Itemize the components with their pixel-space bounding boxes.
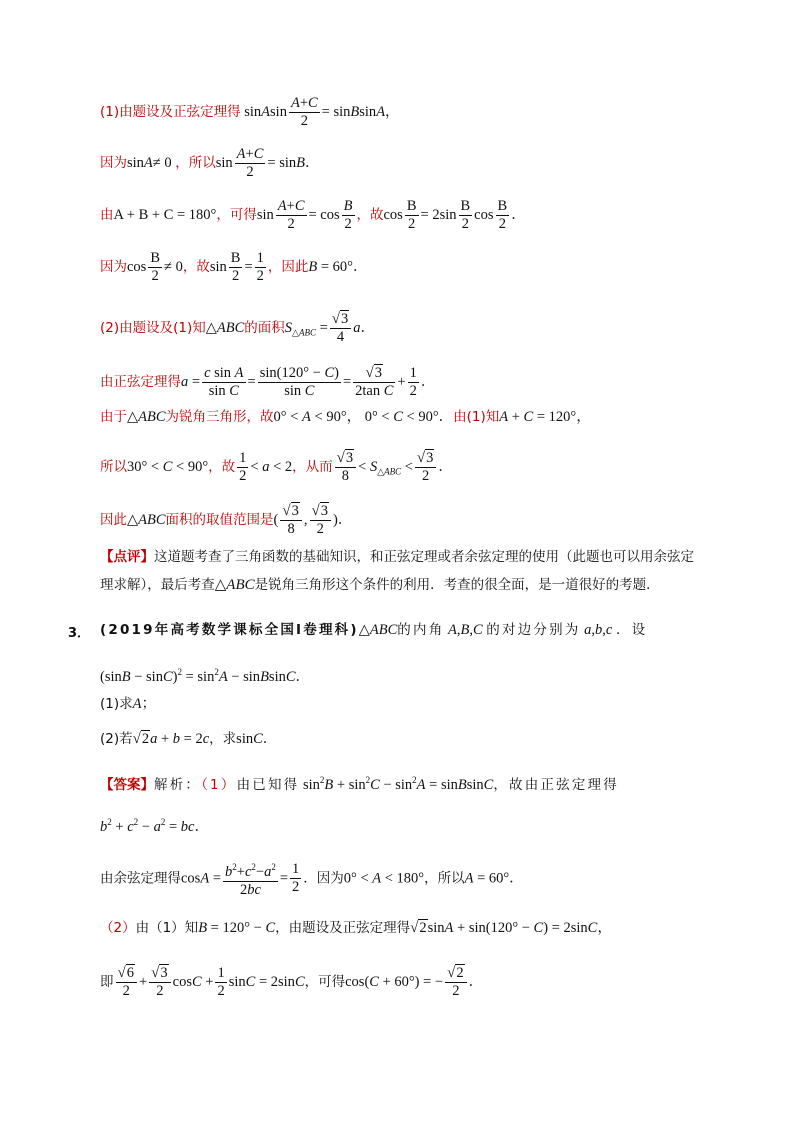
part1-line1-text: 由题设及正弦定理得 [119,103,241,120]
q3-sub2: (2)若√2a + b = 2c，求sinC． [100,731,278,747]
q3-condition: $(\sin B - \sin C)^2 = \sin^2A$ − sinBsinC． [100,667,311,685]
q3-source: (2019年高考数学课标全国Ⅰ卷理科) [100,622,359,638]
part1-line3: 由A + B + C = 180°，可得sin $\frac{A+C}{2}$ = cos $\frac{B}{2}$ ，故cos $\frac{B}{2}$ = 2sin $\frac{B}{2}$ cos $\frac{B}{2}$ ． [100,198,526,232]
comment-block: 【点评】这道题考查了三角函数的基础知识，和正弦定理或者余弦定理的使用（此题也可以用余弦定理求解），最后考查△ABC是锐角三角形这个条件的利用．考查的很全面，是一道很好的考题． [100,549,694,593]
q3-stem: (2019年高考数学课标全国Ⅰ卷理科)△ABC的内角 A,B,C 的对边分别为 a,b,c ．设 [100,622,648,638]
answer-tag: 【答案】 [100,776,154,793]
question-number: 3． [68,626,91,641]
part1-line2: 因为sinA≠ 0 ，所以sin $\frac{A+C}{2}$ = sinB． [100,146,320,180]
comment-text2: 是锐角三角形这个条件的利用．考查的很全面，是一道很好的考题． [254,577,660,593]
part2-line2: 由正弦定理得a = $\frac{\text{c sin A}}{\text{sin C}}$ = $\frac{\sin(120^\circ - C)}{\text{sin C}}$ = $\frac{√3}{\text{2tan C}}$ + $\frac{1}{2}$ ． [100,365,436,399]
answer-line4: （2）由（1）知B = 120° − C，由题设及正弦定理得√2sinA + sin(120° − C) = 2sinC， [100,920,612,936]
answer-line3: 由余弦定理得cosA = $\frac{b^2+c^2-a^2}{2bc}$ = $\frac{1}{2}$ ．因为0° < A < 180°，所以A = 60°． [100,859,524,899]
part2-line5: 因此△ABC面积的取值范围是( $\frac{√3}{8}$ , $\frac{√3}{2}$ )． [100,503,353,537]
q3-sub1: (1)求A； [100,696,156,712]
part1-line4: 因为cos $\frac{B}{2}$ ≠ 0，故sin $\frac{B}{2}$ = $\frac{1}{2}$ ，因此B = 60°． [100,250,368,284]
comment-text1: 这道题考查了三角函数的基础知识，和正弦定理或者余弦定理的使用（此题也可以用余弦定理求解），最后考查 [100,549,694,593]
answer-line1: 【答案】解析：（1）由已知得 $\sin^2B + \sin^2C - \sin^2A$ = sinBsinC，故由正弦定理得 [100,775,619,793]
part1-label: (1) [100,103,120,120]
part2-line1: (2)由题设及(1)知△ABC的面积$S_{\triangle ABC}$ = $\frac{√3}{4}$ a． [100,311,376,345]
answer-line2: $b^2 + c^2 - a^2$ = bc． [100,817,209,835]
answer-line5: 即 $\frac{√6}{2}$ + $\frac{√3}{2}$ cosC + $\frac{1}{2}$ sinC = 2sinC，可得cos(C + 60°) = − $\frac{√2}{2}$ ． [100,965,484,999]
part2-line4: 所以30° < C < 90°，故 $\frac{1}{2}$ < a < 2，从而 $\frac{√3}{8}$ < $S_{\triangle ABC}$ < $\frac{√3}{2}$ ． [100,450,453,484]
comment-tag: 【点评】 [100,549,154,565]
part1-line1: (1)由题设及正弦定理得 sinAsin $\frac{A+C}{2}$ = sinBsinA， [100,95,400,129]
part2-line3: 由于△ABC为锐角三角形，故0° < A < 90°， 0° < C < 90°．由(1)知A + C = 120°， [100,409,591,425]
